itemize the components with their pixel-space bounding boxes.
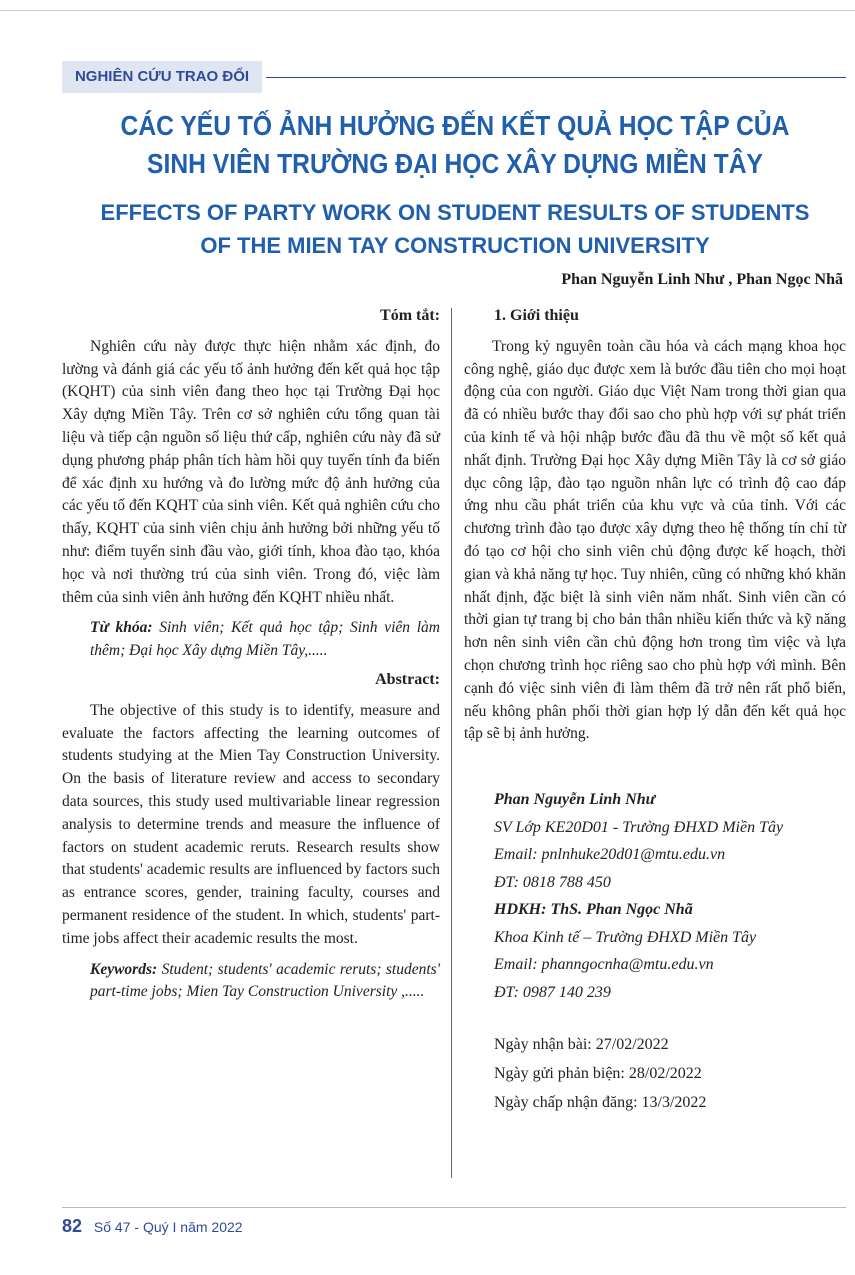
top-rule [0,10,855,11]
section-tag-line [266,77,846,78]
author-info [464,786,846,1006]
page-number: 82 [62,1216,83,1236]
advisor-phone: ĐT: 0987 140 239 [494,983,611,1001]
abstract-vi-heading: Tóm tắt: [380,307,440,324]
column-divider [451,308,452,1178]
date-accepted: Ngày chấp nhận đăng: 13/3/2022 [494,1094,707,1112]
author1-affiliation: SV Lớp KE20D01 - Trường ĐHXD Miền Tây [494,818,784,836]
advisor-email: Email: phanngocnha@mtu.edu.vn [494,956,714,974]
abstract-en-heading: Abstract: [375,670,440,688]
keywords-en-label: Keywords: [90,960,158,978]
author1-name: Phan Nguyễn Linh Như [494,791,656,809]
keywords-vi-text: Sinh viên; Kết quả học tập; Sinh viên làm thêm; Đại học Xây dựng Miền Tây,..... [90,619,441,660]
keywords-en-text: Student; students' academic reruts; students' part-time jobs; Mien Tay Construction University ,..... [90,960,441,1001]
page-footer [62,1216,243,1237]
intro-heading: 1. Giới thiệu [494,307,579,324]
author1-email: Email: pnlnhuke20d01@mtu.edu.vn [494,846,726,864]
title-vi-line-1: CÁC YẾU TỐ ẢNH HƯỞNG ĐẾN KẾT QUẢ HỌC TẬP CỦA [120,110,790,141]
advisor-affiliation: Khoa Kinh tế – Trường ĐHXD Miền Tây [494,928,757,946]
advisor-name: HDKH: ThS. Phan Ngọc Nhã [494,901,693,919]
author1-phone: ĐT: 0818 788 450 [494,873,611,891]
abstract-vi-text: Nghiên cứu này được thực hiện nhằm xác định, đo lường và đánh giá các yếu tố ảnh hưởng đến kết quả học tập (KQHT) của sinh viên đang theo học tại Trường Đại học Xây dựng Miền Tây. Trên cơ sở nghiên cứu tổng quan tài liệu và tiếp cận nguồn số liệu thứ cấp, nghiên cứu này đã sử dụng phương pháp phân tích hàm hồi quy tuyến tính đa biến để xác định xu hướng và đo lường mức độ ảnh hưởng của các yếu tố đến KQHT của sinh viên. Kết quả nghiên cứu cho thấy, KQHT của sinh viên chịu ảnh hưởng bởi những yếu tố như: điểm tuyển sinh đầu vào, giới tính, khoa đào tạo, khóa học và nơi thường trú của sinh viên. Trong đó, việc làm thêm của sinh viên ảnh hưởng đến KQHT nhiều nhất. [62,337,440,606]
title-english [60,196,850,262]
keywords-vi-label: Từ khóa: [90,619,153,637]
article-dates [464,1030,846,1117]
abstract-en-text: The objective of this study is to identify, measure and evaluate the factors affecting the learning outcomes of students studying at the Mien Tay Construction University. On the basis of literature review and access to secondary data sources, this study used multivariable linear regression analysis to determine trends and measure the influence of factors on student academic reruts. Research results show that students' academic results are influenced by factors such as entrance scores, gender, training faculty, courses and permanent residence of the student. In which, students' part-time jobs affect their academic results the most. [62,701,440,947]
intro-text: Trong kỷ nguyên toàn cầu hóa và cách mạng khoa học công nghệ, giáo dục được xem là bước đầu tiên cho mọi hoạt động của con người. Giáo dục Việt Nam trong thời gian qua đã có nhiều bước thay đổi sao cho phù hợp với sự phát triển của kinh tế và hội nhập bước đầu đã thu về một số kết quả nhất định. Trường Đại học Xây dựng Miền Tây là cơ sở giáo dục công lập, đào tạo nguồn nhân lực có trình độ cao đáp ứng nhu cầu phát triển của khu vực và của tỉnh. Với các chương trình đào tạo được xây dựng theo hệ thống tín chỉ từ đó tạo cơ hội cho sinh viên chủ động được kế hoạch, thời gian và khả năng tự học. Tuy nhiên, cũng có những khó khăn nhất định, đặc biệt là sinh viên năm nhất. Sinh viên cần có thời gian tự trang bị cho bản thân nhiều kiến thức và kỹ năng hơn nên sinh viên cần chủ động hơn trong tìm việc và lựa chọn chương trình học riêng sao cho phù hợp với mình. Bên cạnh đó việc sinh viên đi làm thêm đã trở nên rất phổ biến, nếu không phân phối thời gian hợp lý dẫn đến kết quả học tập sẽ bị ảnh hưởng. [464,337,846,743]
keywords-vi [62,617,440,663]
keywords-en [62,959,440,1005]
title-en-line-1: EFFECTS OF PARTY WORK ON STUDENT RESULTS OF STUDENTS [100,200,810,225]
title-vi-line-2: SINH VIÊN TRƯỜNG ĐẠI HỌC XÂY DỰNG MIỀN TÂY [147,148,763,179]
issue-info: Số 47 - Quý I năm 2022 [93,1219,243,1235]
date-received: Ngày nhận bài: 27/02/2022 [494,1036,669,1054]
authors-line: Phan Nguyễn Linh Như , Phan Ngọc Nhã [561,271,843,288]
left-column [62,305,440,1010]
title-vietnamese [107,107,802,183]
section-tag: NGHIÊN CỨU TRAO ĐỔI [62,61,262,93]
title-en-line-2: OF THE MIEN TAY CONSTRUCTION UNIVERSITY [200,233,710,258]
right-column [464,305,846,1117]
footer-rule [62,1207,846,1208]
date-reviewed: Ngày gửi phản biện: 28/02/2022 [494,1065,702,1083]
